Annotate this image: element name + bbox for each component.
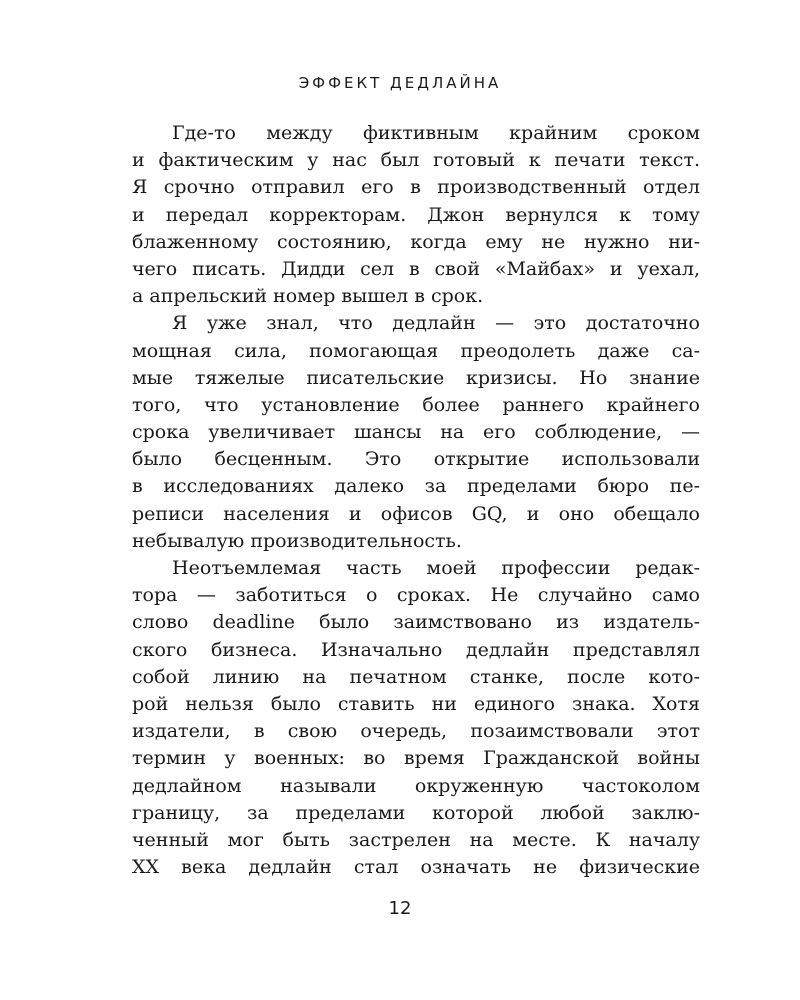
text-line: тора — заботиться о сроках. Не случайно само bbox=[132, 584, 700, 607]
text-line: реписи населения и офисов GQ, и оно обещало bbox=[132, 502, 700, 525]
text-line: Где-то между фиктивным крайним сроком bbox=[172, 122, 700, 144]
body-text bbox=[132, 120, 700, 881]
text-line: и фактическим у нас был готовый к печати текст. bbox=[132, 149, 700, 172]
running-head: ЭФФЕКТ ДЕДЛАЙНА bbox=[298, 74, 502, 92]
text-line: слово deadline было заимствовано из издатель- bbox=[132, 611, 700, 634]
text-line: Неотъемлемая часть моей профессии редак- bbox=[172, 557, 700, 579]
text-line: в исследованиях далеко за пределами бюро пе- bbox=[132, 475, 700, 498]
text-line: было бесценным. Это открытие использовали bbox=[132, 448, 700, 471]
text-line: чего писать. Дидди сел в свой «Майбах» и уехал, bbox=[132, 257, 700, 280]
text-line: а апрельский номер вышел в срок. bbox=[132, 285, 484, 308]
text-line: собой линию на печатном станке, после кото- bbox=[132, 665, 700, 688]
text-line: срока увеличивает шансы на его соблюдение, — bbox=[132, 421, 700, 444]
text-line: небывалую производительность. bbox=[132, 529, 462, 552]
text-line: рой нельзя было ставить ни единого знака. Хотя bbox=[132, 692, 700, 715]
text-line: издатели, в свою очередь, позаимствовали этот bbox=[132, 720, 700, 743]
text-line: мощная сила, помогающая преодолеть даже са- bbox=[132, 339, 700, 362]
text-line: ского бизнеса. Изначально дедлайн представлял bbox=[132, 638, 700, 661]
text-line: того, что установление более раннего крайнего bbox=[132, 393, 700, 416]
text-line: ченный мог быть застрелен на месте. К началу bbox=[132, 828, 700, 851]
text-line: дедлайном называли окруженную частоколом bbox=[132, 774, 700, 797]
text-line: блаженному состоянию, когда ему не нужно ни- bbox=[132, 230, 700, 253]
text-line: Я срочно отправил его в производственный отдел bbox=[132, 176, 700, 199]
text-line: мые тяжелые писательские кризисы. Но знание bbox=[132, 366, 700, 389]
text-line: Я уже знал, что дедлайн — это достаточно bbox=[172, 312, 700, 335]
text-line: и передал корректорам. Джон вернулся к тому bbox=[132, 203, 700, 226]
page-number: 12 bbox=[388, 898, 412, 919]
text-line: границу, за пределами которой любой заклю- bbox=[132, 801, 700, 824]
text-line: XX века дедлайн стал означать не физические bbox=[132, 856, 700, 879]
text-line: термин у военных: во время Гражданской войны bbox=[132, 747, 700, 770]
